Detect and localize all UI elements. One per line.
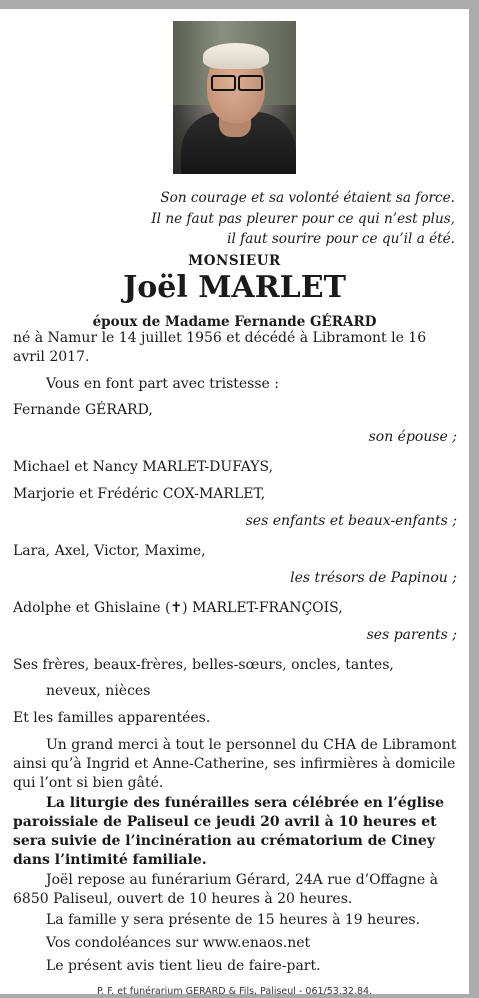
intro-text: Vous en font part avec tristesse : — [46, 376, 279, 392]
birth-death-text: né à Namur le 14 juillet 1956 et décédé à Libramont le 16 avril 2017. — [13, 330, 427, 365]
grandchildren-role: les trésors de Papinou ; — [290, 570, 457, 586]
thanks-paragraph: Un grand merci à tout le personnel du CHA de Libramont ainsi qu’à Ingrid et Anne-Catherine, ses infirmières à domicile qui l’ont si bien gâté. — [13, 737, 457, 791]
notice-line: Le présent avis tient lieu de faire-part. — [46, 958, 321, 974]
grandchildren: Lara, Axel, Victor, Maxime, — [13, 543, 206, 559]
portrait-photo — [173, 21, 296, 174]
funeral-home-footer: P. F. et funérarium GERARD & Fils, Paliseul - 061/53.32.84. — [96, 986, 373, 997]
memorial-quote: Son courage et sa volonté étaient sa force. Il ne faut pas pleurer pour ce qui n’est plus, il faut sourire pour ce qu’il a été. — [151, 190, 455, 247]
parents-role: ses parents ; — [366, 627, 457, 643]
honorific: MONSIEUR — [188, 253, 281, 269]
spouse-line: époux de Madame Fernande GÉRARD — [92, 314, 377, 330]
condolences-line: Vos condoléances sur www.enaos.net — [46, 935, 311, 951]
spouse-role: son épouse ; — [368, 429, 457, 445]
children-role: ses enfants et beaux-enfants ; — [245, 513, 457, 529]
obituary-notice — [0, 9, 469, 997]
children-line-1: Michael et Nancy MARLET-DUFAYS, — [13, 459, 274, 475]
funerarium-paragraph: Joël repose au funérarium Gérard, 24A rue d’Offagne à 6850 Paliseul, ouvert de 10 heures à 20 heures. — [13, 872, 438, 907]
deceased-name: Joël MARLET — [123, 270, 346, 305]
siblings-line-2: neveux, nièces — [46, 683, 151, 699]
children-line-2: Marjorie et Frédéric COX-MARLET, — [13, 486, 266, 502]
parents: Adolphe et Ghislaine (✝) MARLET-FRANÇOIS, — [13, 600, 343, 616]
spouse-name: Fernande GÉRARD, — [13, 402, 153, 418]
funeral-paragraph: La liturgie des funérailles sera célébrée en l’église paroissiale de Paliseul ce jeudi 20 avril à 10 heures et sera suivie de l’incinération au crématorium de Ciney dans l’intimité familiale. — [13, 795, 445, 868]
related-families: Et les familles apparentées. — [13, 710, 211, 726]
siblings-line-1: Ses frères, beaux-frères, belles-sœurs, oncles, tantes, — [13, 657, 394, 673]
family-presence: La famille y sera présente de 15 heures à 19 heures. — [46, 912, 421, 928]
